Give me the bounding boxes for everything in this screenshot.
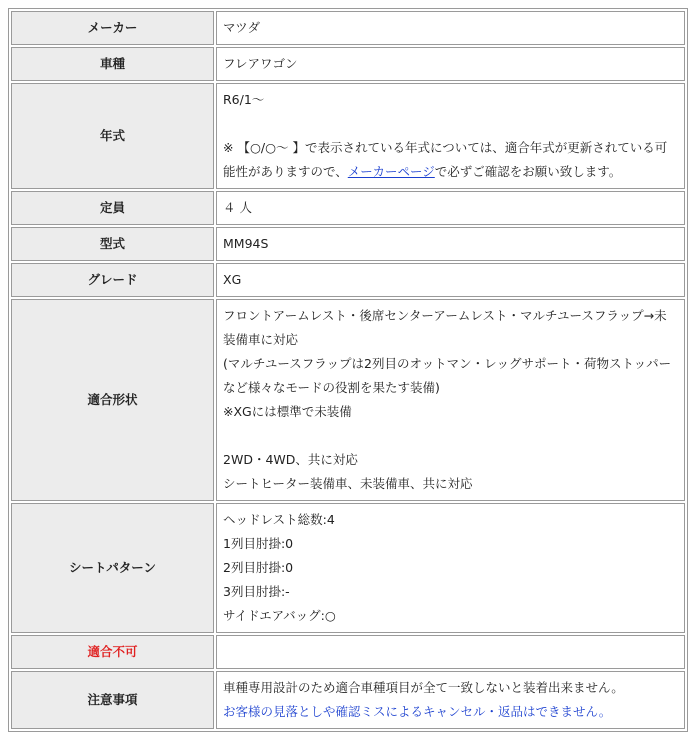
- table-row-caution: [11, 671, 685, 729]
- fit-shape-line: フロントアームレスト・後席センターアームレスト・マルチユースフラップ→未装備車に対応: [223, 308, 667, 347]
- fit-shape-line: シートヒーター装備車、未装備車、共に対応: [223, 476, 473, 491]
- caution-label: 注意事項: [11, 671, 214, 729]
- table-row-maker: [11, 11, 685, 45]
- type-code-label: 型式: [11, 227, 214, 261]
- fit-shape-label: 適合形状: [11, 299, 214, 501]
- compatibility-spec-table: [8, 8, 688, 732]
- grade-value: XG: [216, 263, 685, 297]
- table-row-capacity: [11, 191, 685, 225]
- seat-pattern-cell: [216, 503, 685, 633]
- spacer: [223, 424, 678, 448]
- model-label: 車種: [11, 47, 214, 81]
- table-row-incompatible: [11, 635, 685, 669]
- table-row-seat-pattern: [11, 503, 685, 633]
- seat-pattern-line: サイドエアバッグ:○: [223, 608, 336, 623]
- table-row-grade: [11, 263, 685, 297]
- fit-shape-line: ※XGには標準で未装備: [223, 404, 352, 419]
- caution-notice-line: お客様の見落としや確認ミスによるキャンセル・返品はできません。: [223, 704, 612, 719]
- table-row-fit-shape: [11, 299, 685, 501]
- year-label: 年式: [11, 83, 214, 189]
- type-code-value: MM94S: [216, 227, 685, 261]
- year-value: R6/1～: [223, 92, 265, 107]
- spacer: [223, 112, 678, 136]
- table-row-type-code: [11, 227, 685, 261]
- table-row-model: [11, 47, 685, 81]
- spec-table-container: [8, 8, 688, 732]
- model-value: フレアワゴン: [216, 47, 685, 81]
- maker-value: マツダ: [216, 11, 685, 45]
- fit-shape-line: (マルチユースフラップは2列目のオットマン・レッグサポート・荷物ストッパーなど様々なモードの役割を果たす装備): [223, 356, 672, 395]
- table-row-year: [11, 83, 685, 189]
- year-note-after: で必ずご確認をお願い致します。: [434, 164, 622, 179]
- year-note-before: ※ 【○/○～ 】で表示されている年式については、適合年式が更新されている可能性がありますので、: [223, 140, 668, 179]
- grade-label: グレード: [11, 263, 214, 297]
- incompatible-label: 適合不可: [11, 635, 214, 669]
- year-cell: [216, 83, 685, 189]
- fit-shape-cell: [216, 299, 685, 501]
- seat-pattern-line: ヘッドレスト総数:4: [223, 512, 335, 527]
- seat-pattern-line: 1列目肘掛:0: [223, 536, 294, 551]
- capacity-label: 定員: [11, 191, 214, 225]
- seat-pattern-label: シートパターン: [11, 503, 214, 633]
- maker-label: メーカー: [11, 11, 214, 45]
- maker-page-link[interactable]: メーカーページ: [347, 164, 435, 179]
- seat-pattern-line: 2列目肘掛:0: [223, 560, 294, 575]
- caution-cell: [216, 671, 685, 729]
- fit-shape-line: 2WD・4WD、共に対応: [223, 452, 358, 467]
- year-note: [223, 140, 667, 179]
- seat-pattern-line: 3列目肘掛:-: [223, 584, 290, 599]
- capacity-value: ４ 人: [216, 191, 685, 225]
- incompatible-value: [216, 635, 685, 669]
- caution-line: 車種専用設計のため適合車種項目が全て一致しないと装着出来ません。: [223, 680, 624, 695]
